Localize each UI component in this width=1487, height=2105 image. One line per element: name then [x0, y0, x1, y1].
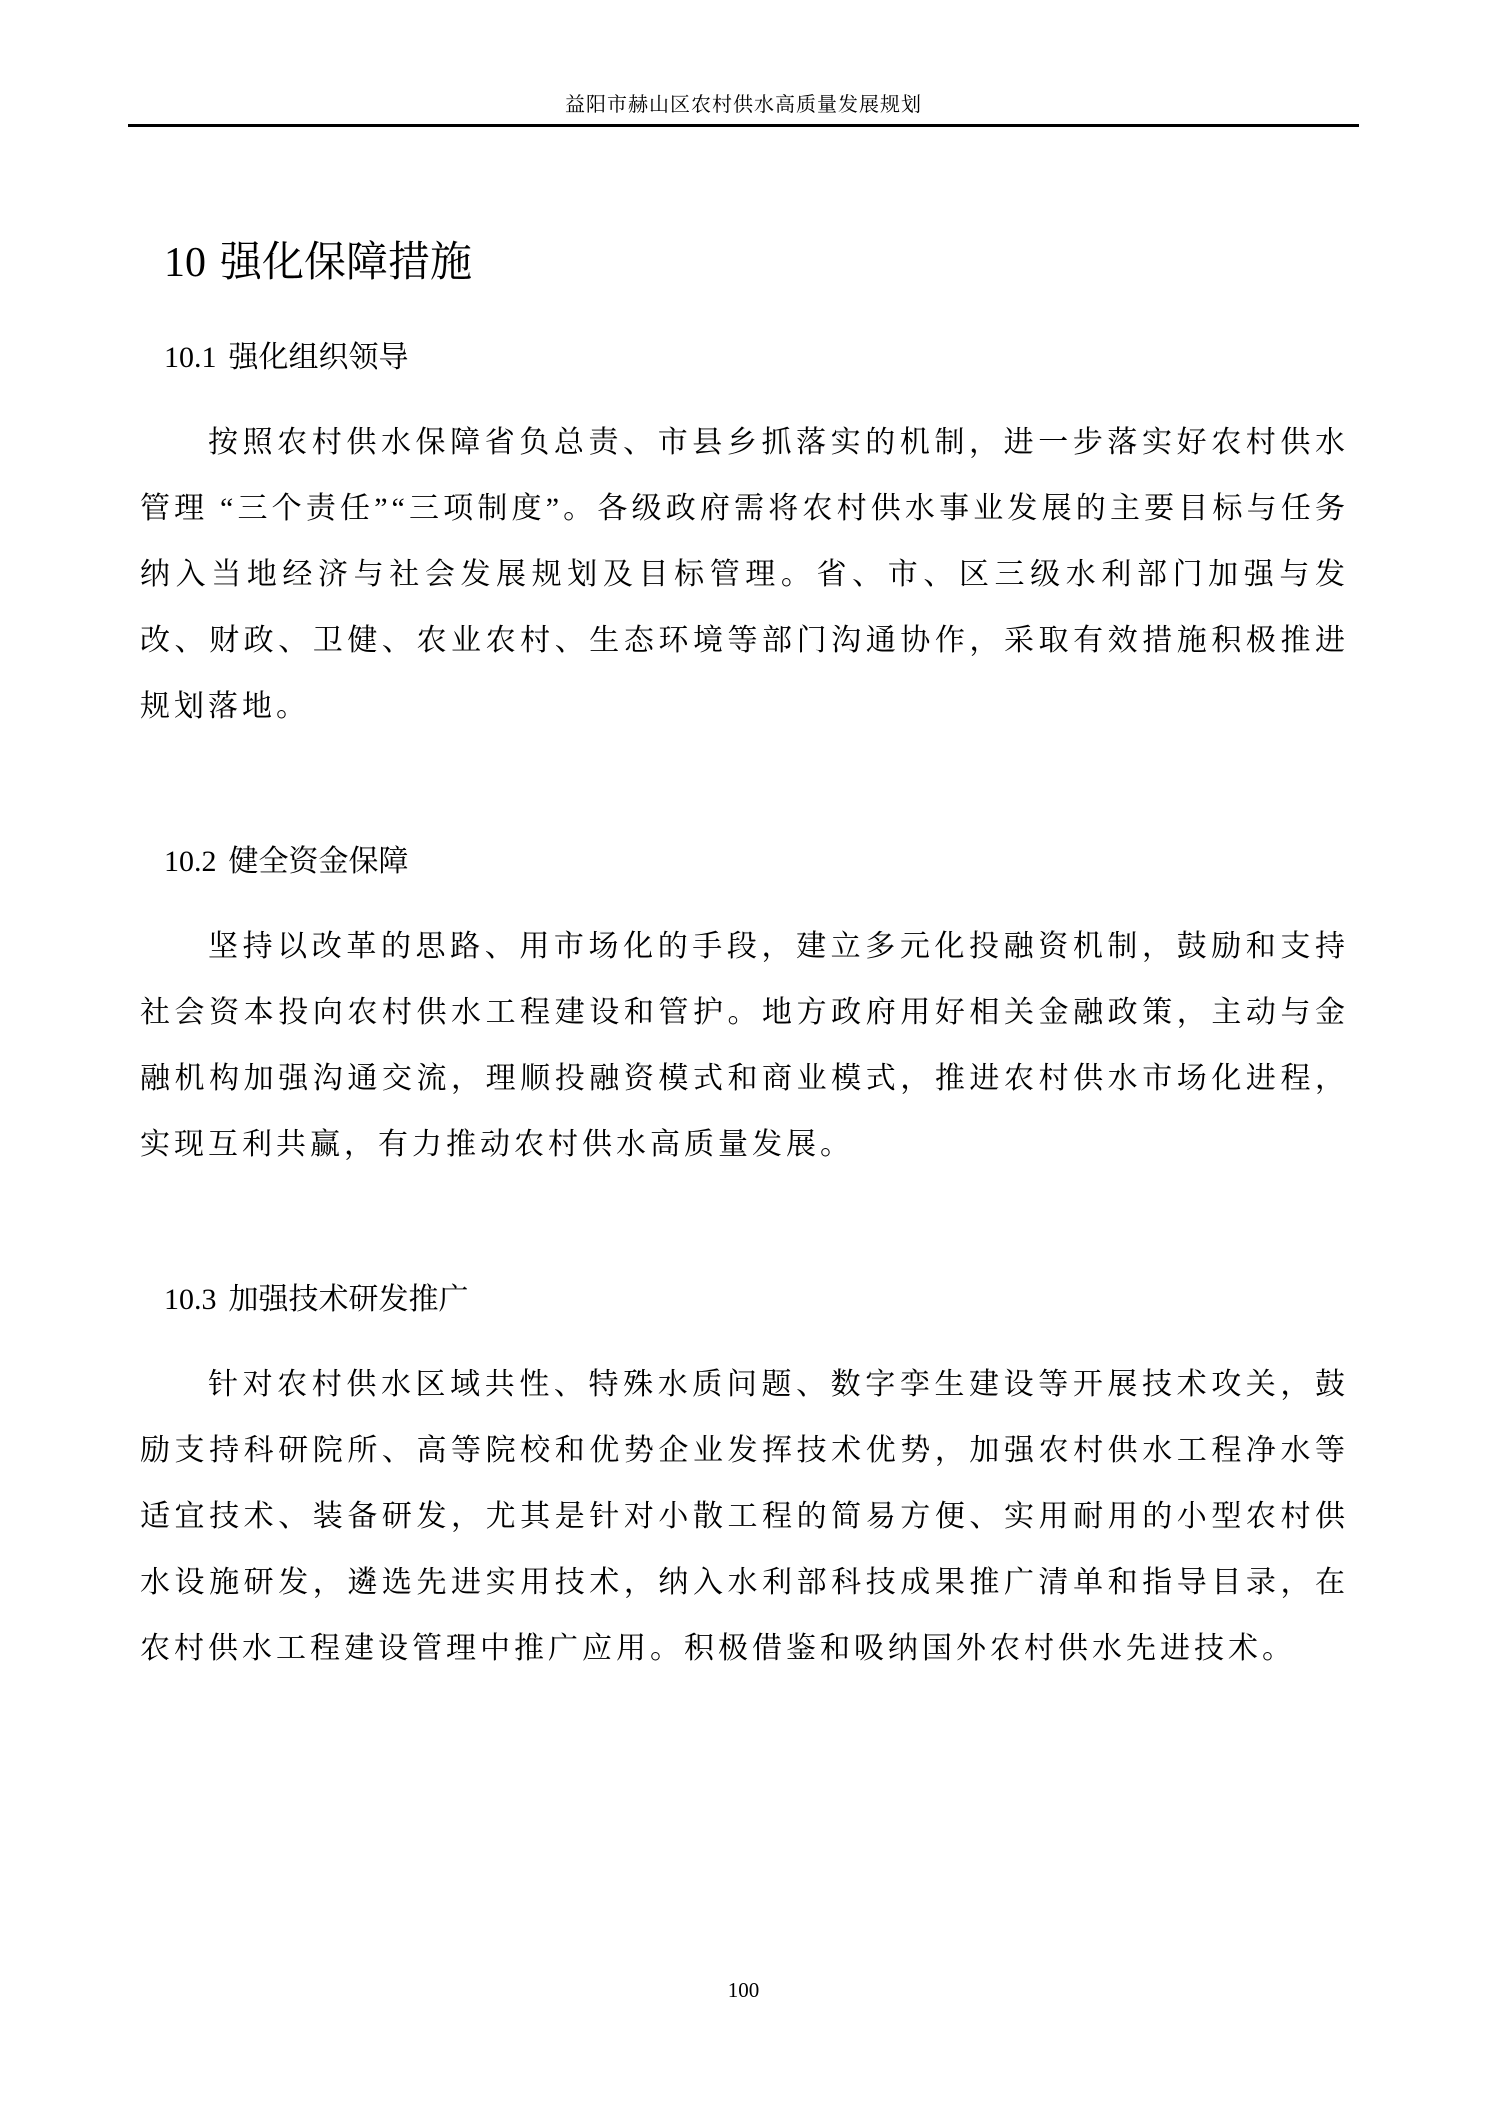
section-heading-10-3	[164, 1282, 1349, 1318]
section-body-10-1: 按照农村供水保障省负总责、市县乡抓落实的机制，进一步落实好农村供水管理 “三个责任”“三项制度”。各级政府需将农村供水事业发展的主要目标与任务纳入当地经济与社会发展规划及目标管理。省、市、区三级水利部门加强与发改、财政、卫健、农业农村、生态环境等部门沟通协作，采取有效措施积极推进规划落地。	[140, 426, 1349, 724]
chapter-title	[164, 237, 1349, 288]
section-10-1	[140, 340, 1349, 740]
section-title-text: 健全资金保障	[228, 845, 409, 879]
section-body-10-2: 坚持以改革的思路、用市场化的手段，建立多元化投融资机制，鼓励和支持社会资本投向农村供水工程建设和管护。地方政府用好相关金融政策，主动与金融机构加强沟通交流，理顺投融资模式和商业模式，推进农村供水市场化进程，实现互利共赢，有力推动农村供水高质量发展。	[140, 930, 1349, 1162]
section-body-10-3: 针对农村供水区域共性、特殊水质问题、数字孪生建设等开展技术攻关，鼓励支持科研院所、高等院校和优势企业发挥技术优势，加强农村供水工程净水等适宜技术、装备研发，尤其是针对小散工程的简易方便、实用耐用的小型农村供水设施研发，遴选先进实用技术，纳入水利部科技成果推广清单和指导目录，在农村供水工程建设管理中推广应用。积极借鉴和吸纳国外农村供水先进技术。	[140, 1368, 1349, 1666]
section-title-text: 强化组织领导	[228, 341, 409, 375]
section-heading-10-2	[164, 844, 1349, 880]
page-content	[140, 125, 1349, 1682]
section-number: 10.1	[164, 341, 217, 375]
page-number: 100	[727, 1978, 760, 2002]
chapter-number: 10	[164, 240, 206, 286]
running-header	[128, 0, 1359, 127]
chapter-title-text: 强化保障措施	[220, 238, 473, 285]
section-10-2	[140, 844, 1349, 1178]
section-10-3	[140, 1282, 1349, 1682]
section-heading-10-1	[164, 340, 1349, 376]
section-number: 10.2	[164, 845, 217, 879]
section-title-text: 加强技术研发推广	[228, 1283, 469, 1317]
page-footer	[0, 1978, 1487, 2003]
header-title: 益阳市赫山区农村供水高质量发展规划	[565, 94, 922, 116]
section-number: 10.3	[164, 1283, 217, 1317]
